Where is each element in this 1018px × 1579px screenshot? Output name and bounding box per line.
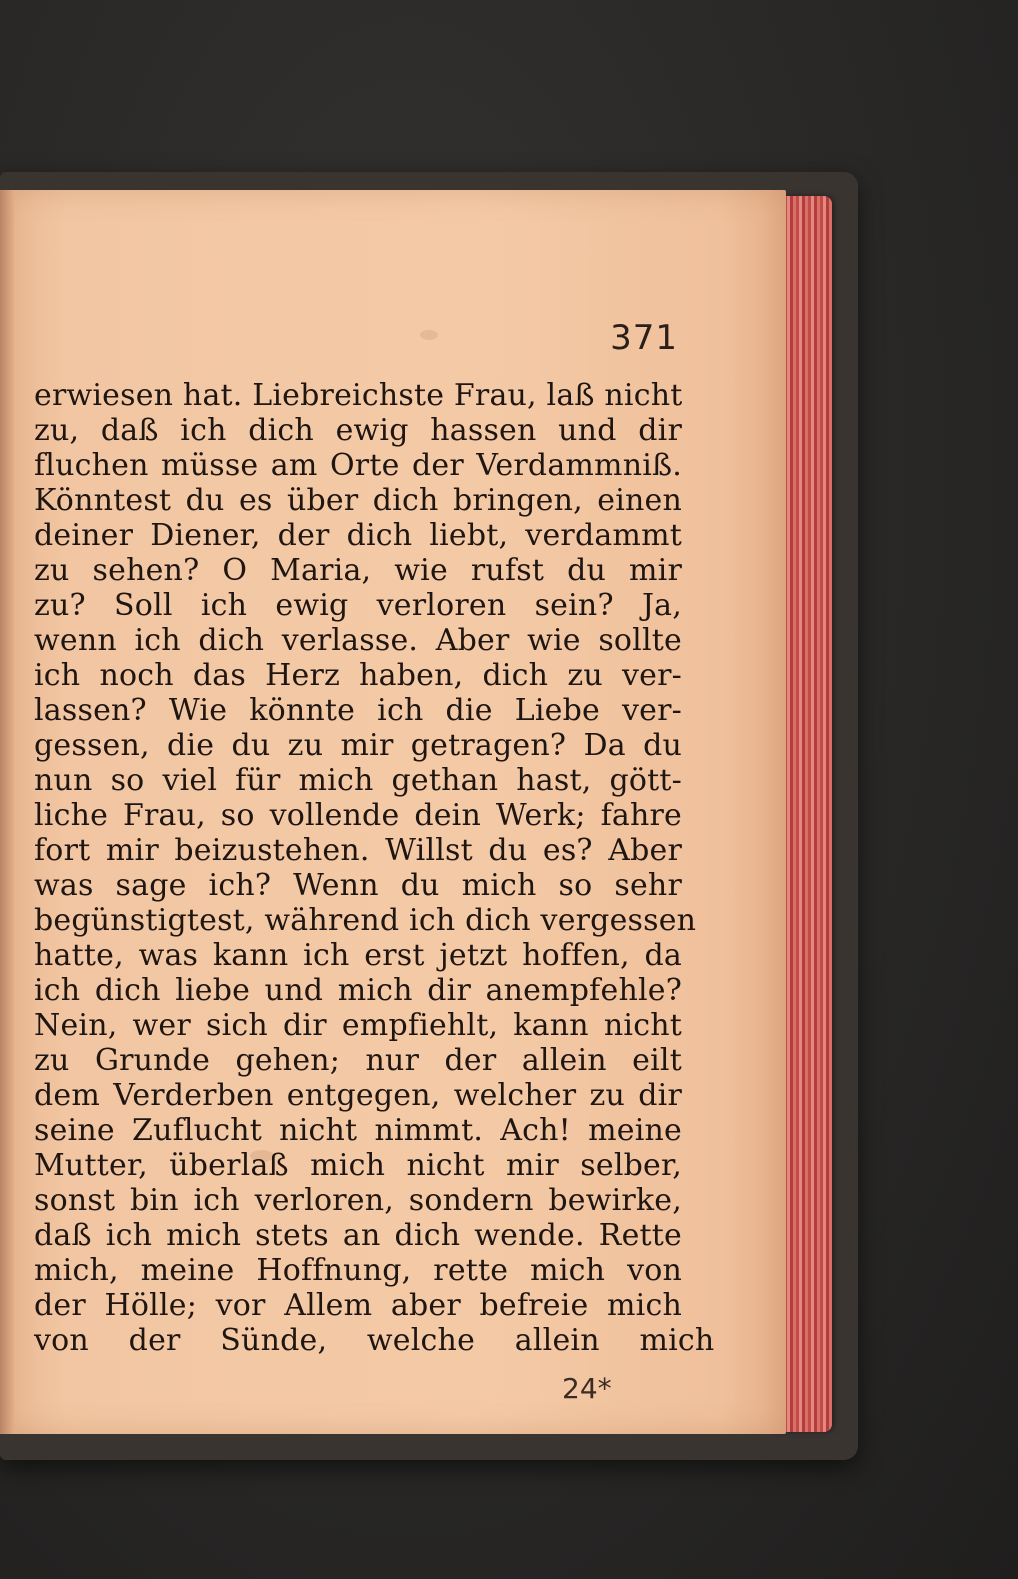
signature-mark: 24* bbox=[562, 1372, 612, 1405]
text-line: ich noch das Herz haben, dich zu ver- bbox=[34, 658, 682, 693]
text-line: zu Grunde gehen; nur der allein eilt bbox=[34, 1043, 682, 1078]
text-line: Mutter, überlaß mich nicht mir selber, bbox=[34, 1148, 682, 1183]
text-line: was sage ich? Wenn du mich so sehr bbox=[34, 868, 682, 903]
text-line: sonst bin ich verloren, sondern bewirke, bbox=[34, 1183, 682, 1218]
text-line: wenn ich dich verlasse. Aber wie sollte bbox=[34, 623, 682, 658]
text-line: liche Frau, so vollende dein Werk; fahre bbox=[34, 798, 682, 833]
page-number: 371 bbox=[610, 318, 678, 358]
text-line: seine Zuflucht nicht nimmt. Ach! meine bbox=[34, 1113, 682, 1148]
text-line: gessen, die du zu mir getragen? Da du bbox=[34, 728, 682, 763]
text-line: Nein, wer sich dir empfiehlt, kann nicht bbox=[34, 1008, 682, 1043]
text-line: nun so viel für mich gethan hast, gött- bbox=[34, 763, 682, 798]
text-line: mich, meine Hoffnung, rette mich von bbox=[34, 1253, 682, 1288]
text-line: erwiesen hat. Liebreichste Frau, laß nicht bbox=[34, 378, 683, 413]
paper-blemish bbox=[420, 330, 438, 340]
text-block bbox=[34, 378, 715, 1358]
text-line: zu sehen? O Maria, wie rufst du mir bbox=[34, 553, 682, 588]
text-line: ich dich liebe und mich dir anempfehle? bbox=[34, 973, 682, 1008]
text-line: fluchen müsse am Orte der Verdammniß. bbox=[34, 448, 682, 483]
text-line: deiner Diener, der dich liebt, verdammt bbox=[34, 518, 682, 553]
text-line: dem Verderben entgegen, welcher zu dir bbox=[34, 1078, 682, 1113]
text-line: lassen? Wie könnte ich die Liebe ver- bbox=[34, 693, 682, 728]
text-line: zu, daß ich dich ewig hassen und dir bbox=[34, 413, 682, 448]
text-line: zu? Soll ich ewig verloren sein? Ja, bbox=[34, 588, 682, 623]
spine-fold bbox=[0, 190, 14, 1434]
text-line: der Hölle; vor Allem aber befreie mich bbox=[34, 1288, 682, 1323]
text-line: von der Sünde, welche allein mich bbox=[34, 1323, 715, 1358]
text-line: Könntest du es über dich bringen, einen bbox=[34, 483, 682, 518]
text-line: begünstigtest, während ich dich vergessen bbox=[34, 903, 697, 938]
text-line: hatte, was kann ich erst jetzt hoffen, da bbox=[34, 938, 682, 973]
text-line: daß ich mich stets an dich wende. Rette bbox=[34, 1218, 682, 1253]
text-line: fort mir beizustehen. Willst du es? Aber bbox=[34, 833, 682, 868]
